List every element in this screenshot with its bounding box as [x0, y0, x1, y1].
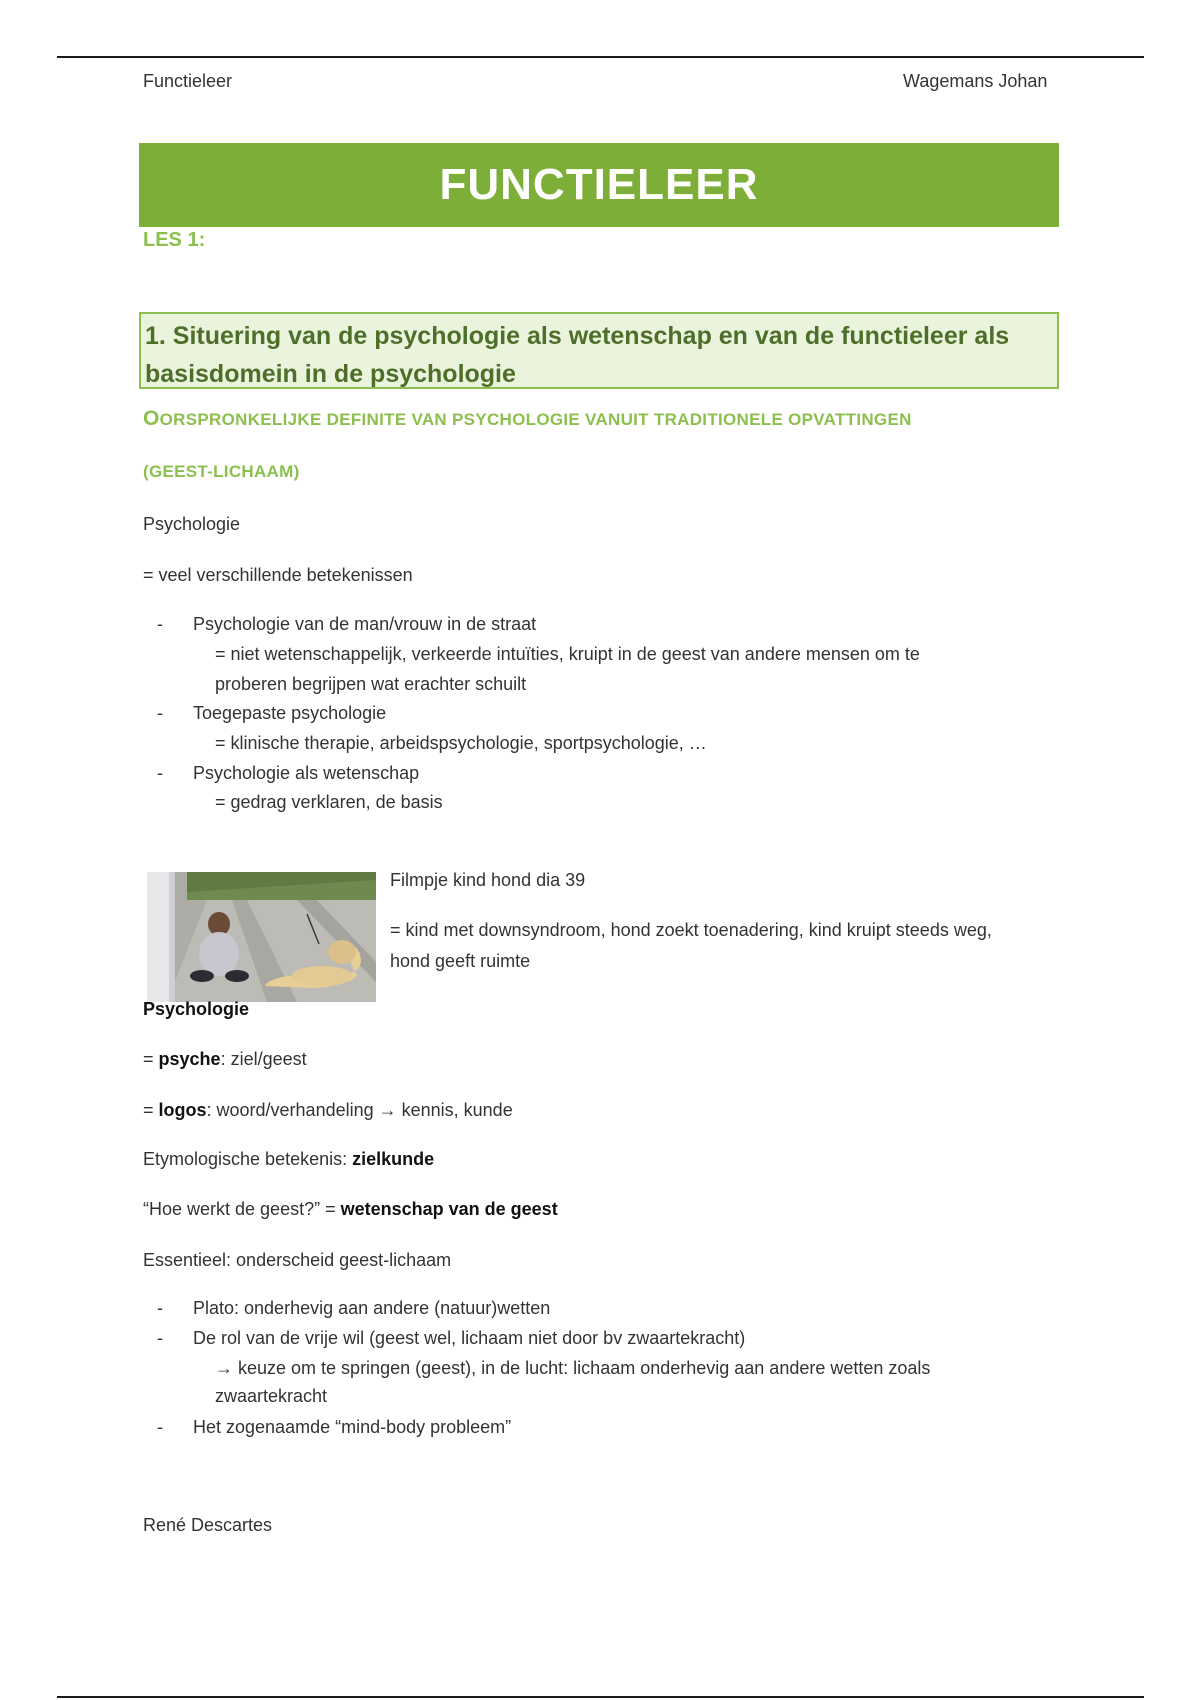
- list-bullet: -: [157, 1298, 163, 1318]
- child-dog-photo: [147, 872, 376, 1002]
- closing-name: René Descartes: [143, 1515, 273, 1535]
- subheading-line-2: (GEEST-LICHAAM): [143, 462, 300, 481]
- list-bullet: -: [157, 703, 163, 723]
- subheading-rest: ORSPRONKELIJKE DEFINITE VAN PSYCHOLOGIE VANUIT TRADITIONELE OPVATTINGEN: [159, 410, 912, 429]
- etymology-heading: Psychologie: [143, 999, 250, 1019]
- list-item-detail: → keuze om te springen (geest), in de lucht: lichaam onderhevig aan andere wetten zoals: [215, 1358, 931, 1378]
- psyche-meaning: : ziel/geest: [220, 1049, 307, 1069]
- list-item-detail: = gedrag verklaren, de basis: [215, 792, 443, 812]
- logos-definition: [143, 1100, 513, 1121]
- psyche-definition: [143, 1049, 307, 1070]
- list-bullet: -: [157, 1328, 163, 1348]
- intro-term: Psychologie: [143, 514, 241, 534]
- top-rule: [57, 56, 1144, 58]
- section-heading-line-1: 1. Situering van de psychologie als wetenschap en van de functieleer als: [145, 322, 1010, 350]
- list-item-detail: = klinische therapie, arbeidspsychologie, sportpsychologie, …: [215, 733, 707, 753]
- list-item-detail: zwaartekracht: [215, 1386, 328, 1406]
- bottom-rule: [57, 1696, 1144, 1698]
- meaning-value: zielkunde: [352, 1149, 435, 1169]
- video-description-line-2: hond geeft ruimte: [390, 951, 531, 971]
- logos-meaning: : woord/verhandeling → kennis, kunde: [206, 1100, 513, 1120]
- list-item: Het zogenaamde “mind-body probleem”: [193, 1417, 512, 1437]
- list-item: Plato: onderhevig aan andere (natuur)wetten: [193, 1298, 551, 1318]
- header-left: Functieleer: [143, 71, 233, 91]
- list-bullet: -: [157, 614, 163, 634]
- question-answer: wetenschap van de geest: [340, 1199, 558, 1219]
- etymological-meaning: [143, 1149, 434, 1170]
- list-item: Psychologie van de man/vrouw in de straat: [193, 614, 537, 634]
- list-item: De rol van de vrije wil (geest wel, lichaam niet door bv zwaartekracht): [193, 1328, 746, 1348]
- psyche-term: psyche: [158, 1049, 221, 1069]
- meaning-label: Etymologische betekenis:: [143, 1149, 353, 1169]
- logos-term: logos: [158, 1100, 207, 1120]
- question-line: [143, 1199, 558, 1220]
- section-heading-line-2: basisdomein in de psychologie: [145, 360, 516, 388]
- document-title: FUNCTIELEER: [439, 160, 759, 209]
- list-item: Psychologie als wetenschap: [193, 763, 420, 783]
- lesson-heading: LES 1:: [143, 229, 206, 251]
- list-item-detail: = niet wetenschappelijk, verkeerde intuïties, kruipt in de geest van andere mensen om te: [215, 644, 920, 664]
- subheading-initial: O: [143, 407, 160, 430]
- video-caption: Filmpje kind hond dia 39: [390, 870, 586, 890]
- section-heading-box: [139, 312, 1059, 389]
- header-right: Wagemans Johan: [903, 71, 1048, 91]
- definition-prefix: =: [143, 1049, 159, 1069]
- list-item-detail: proberen begrijpen wat erachter schuilt: [215, 674, 527, 694]
- list-bullet: -: [157, 1417, 163, 1437]
- document-title-banner: [139, 143, 1059, 227]
- video-description-line-1: = kind met downsyndroom, hond zoekt toenadering, kind kruipt steeds weg,: [390, 920, 992, 940]
- definition-prefix: =: [143, 1100, 159, 1120]
- question-text: “Hoe werkt de geest?” =: [143, 1199, 341, 1219]
- subheading-line-1: [143, 407, 912, 431]
- video-still-image: [147, 872, 376, 1002]
- essential-line: Essentieel: onderscheid geest-lichaam: [143, 1250, 452, 1270]
- list-bullet: -: [157, 763, 163, 783]
- intro-definition: = veel verschillende betekenissen: [143, 565, 413, 585]
- list-item: Toegepaste psychologie: [193, 703, 387, 723]
